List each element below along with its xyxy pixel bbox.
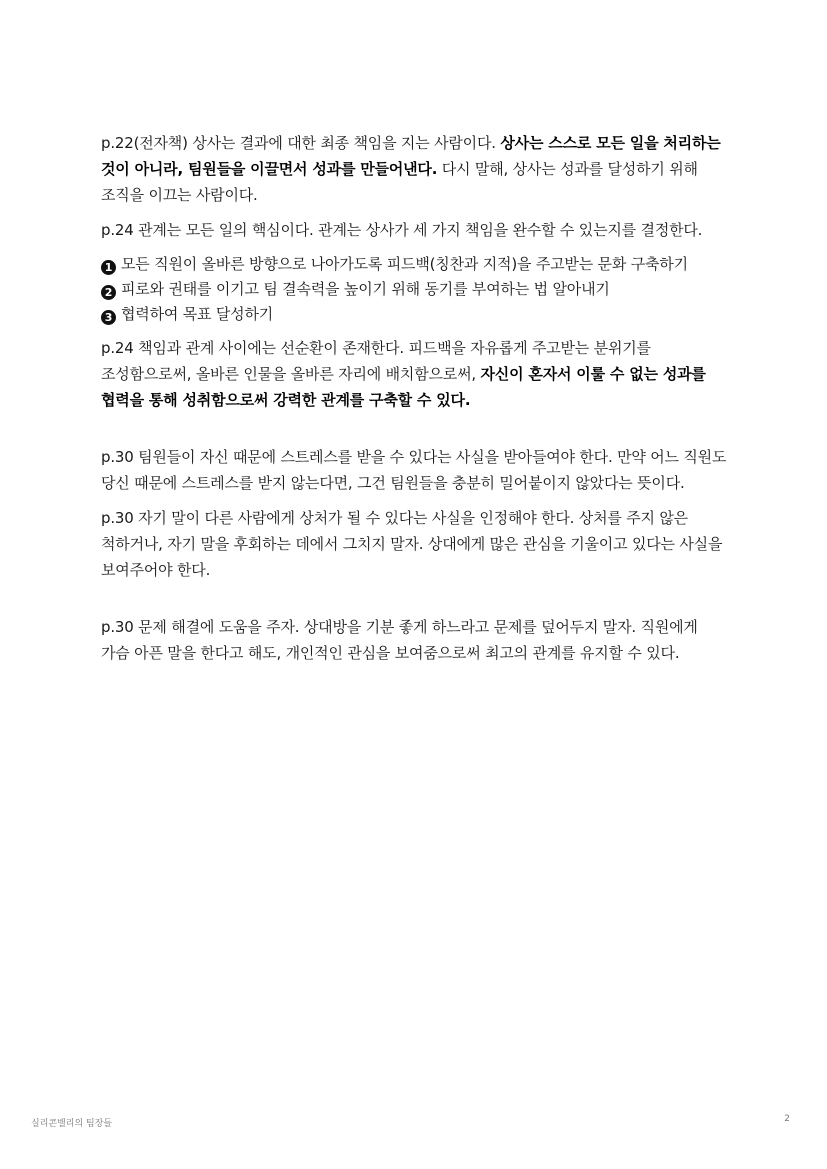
list-item-text: 피로와 권태를 이기고 팀 결속력을 높이기 위해 동기를 부여하는 법 알아내기 — [121, 280, 610, 298]
paragraph-p22 — [101, 130, 729, 208]
paragraph-p24-relationship: p.24 관계는 모든 일의 핵심이다. 관계는 상사가 세 가지 책임을 완수할 수 있는지를 결정한다. — [101, 221, 703, 239]
paragraph-p30-hurt: p.30 자기 말이 다른 사람에게 상처가 될 수 있다는 사실을 인정해야 한다. 상처를 주지 않은 척하거나, 자기 말을 후회하는 데에서 그치지 말자. 상대에게 많은 관심을 기울이고 있다는 사실을 보여주어야 한다. — [101, 509, 723, 579]
paragraph-p24-cycle — [101, 335, 729, 413]
list-item-text: 협력하여 목표 달성하기 — [121, 305, 274, 323]
number-circle-icon: 3 — [101, 310, 116, 325]
document-body — [101, 130, 729, 675]
footer-title: 실리콘밸리의 팀장들 — [31, 1119, 113, 1129]
paragraph-bold-text: 상사는 스스로 모든 일을 처리하는 것이 아니라, 팀원들을 이끌면서 성과를 만들어낸다. — [101, 134, 721, 178]
spacer — [101, 592, 729, 614]
list-item-text: 모든 직원이 올바른 방향으로 나아가도록 피드백(칭찬과 지적)을 주고받는 문화 구축하기 — [121, 255, 688, 273]
paragraph-text: p.22(전자책) 상사는 결과에 대한 최종 책임을 지는 사람이다. — [101, 134, 501, 152]
paragraph-text: 다시 말해, 상사는 성과를 달성하기 위해 조직을 이끄는 사람이다. — [101, 160, 698, 204]
list-item — [101, 252, 729, 277]
page-number: 2 — [784, 1114, 790, 1124]
paragraph-p30-problem: p.30 문제 해결에 도움을 주자. 상대방을 기분 좋게 하느라고 문제를 덮어두지 말자. 직원에게 가슴 아픈 말을 한다고 해도, 개인적인 관심을 보여줌으로써 최고의 관계를 유지할 수 있다. — [101, 618, 698, 662]
paragraph-bold-text: 자신이 혼자서 이룰 수 없는 성과를 협력을 통해 성취함으로써 강력한 관계를 구축할 수 있다. — [101, 365, 706, 409]
spacer — [101, 422, 729, 444]
number-circle-icon: 1 — [101, 260, 116, 275]
list-item — [101, 302, 729, 327]
responsibility-list — [101, 252, 729, 327]
paragraph-p30-stress: p.30 팀원들이 자신 때문에 스트레스를 받을 수 있다는 사실을 받아들여야 한다. 만약 어느 직원도 당신 때문에 스트레스를 받지 않는다면, 그건 팀원들을 충분히 밀어붙이지 않았다는 뜻이다. — [101, 448, 727, 492]
number-circle-icon: 2 — [101, 285, 116, 300]
paragraph-text: p.24 책임과 관계 사이에는 선순환이 존재한다. 피드백을 자유롭게 주고받는 분위기를 조성함으로써, 올바른 인물을 올바른 자리에 배치함으로써, — [101, 339, 651, 383]
list-item — [101, 277, 729, 302]
